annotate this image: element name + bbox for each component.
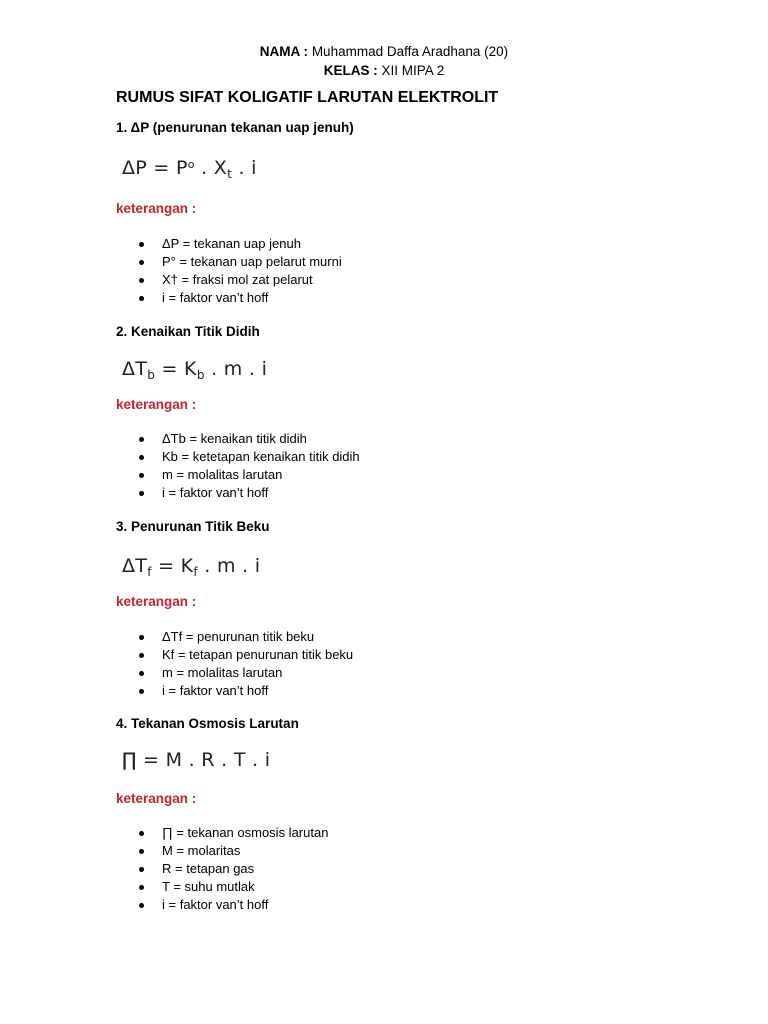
- section-2-heading: 2. Kenaikan Titik Didih: [116, 324, 260, 339]
- section-3-list: [116, 628, 353, 700]
- section-1-list: [116, 235, 342, 307]
- class-line: [0, 63, 768, 78]
- section-3-formula: [122, 555, 260, 579]
- section-3-keterangan: keterangan :: [116, 594, 197, 609]
- formula-lhs: ∏: [122, 749, 137, 771]
- formula-sub: t: [227, 167, 233, 181]
- formula-sub: f: [147, 565, 152, 579]
- section-1-formula: [122, 157, 257, 181]
- list-item: i = faktor van’t hoff: [116, 289, 342, 307]
- formula-op: .: [194, 157, 214, 179]
- list-item: i = faktor van’t hoff: [116, 484, 360, 502]
- section-2-list: [116, 430, 360, 502]
- list-item: ∏ = tekanan osmosis larutan: [116, 824, 328, 842]
- list-item: i = faktor van’t hoff: [116, 682, 353, 700]
- formula-term-k: K: [180, 555, 194, 577]
- name-value: Muhammad Daffa Aradhana (20): [311, 44, 509, 59]
- formula-eq: =: [136, 749, 166, 771]
- formula-eq: =: [151, 555, 181, 577]
- formula-sub: b: [147, 368, 156, 382]
- formula-rest: M . R . T . i: [165, 749, 271, 771]
- list-item: m = molalitas larutan: [116, 466, 360, 484]
- formula-term-x: X: [213, 157, 228, 179]
- name-label: NAMA :: [259, 44, 309, 59]
- formula-op: .: [232, 157, 252, 179]
- list-item: P° = tekanan uap pelarut murni: [116, 253, 342, 271]
- list-item: M = molaritas: [116, 842, 328, 860]
- section-4-list: [116, 824, 328, 914]
- formula-rest: . m . i: [204, 358, 268, 380]
- list-item: Kf = tetapan penurunan titik beku: [116, 646, 353, 664]
- list-item: T = suhu mutlak: [116, 878, 328, 896]
- list-item: R = tetapan gas: [116, 860, 328, 878]
- list-item: ΔTb = kenaikan titik didih: [116, 430, 360, 448]
- formula-lhs: ΔP: [122, 157, 148, 179]
- list-item: ΔP = tekanan uap jenuh: [116, 235, 342, 253]
- list-item: ΔTf = penurunan titik beku: [116, 628, 353, 646]
- formula-sub: b: [196, 368, 205, 382]
- list-item: Kb = ketetapan kenaikan titik didih: [116, 448, 360, 466]
- name-line: [0, 44, 768, 59]
- list-item: m = molalitas larutan: [116, 664, 353, 682]
- formula-eq: =: [155, 358, 185, 380]
- formula-sup: o: [187, 158, 195, 171]
- section-2-keterangan: keterangan :: [116, 397, 197, 412]
- class-label: KELAS :: [323, 63, 378, 78]
- list-item: i = faktor van’t hoff: [116, 896, 328, 914]
- formula-term-p: P: [175, 157, 188, 179]
- section-1-keterangan: keterangan :: [116, 201, 197, 216]
- formula-term-i: i: [251, 157, 257, 179]
- section-3-heading: 3. Penurunan Titik Beku: [116, 519, 270, 534]
- formula-eq: =: [147, 157, 176, 179]
- formula-term-k: K: [184, 358, 197, 380]
- section-4-heading: 4. Tekanan Osmosis Larutan: [116, 716, 299, 731]
- formula-lhs: ΔT: [122, 358, 148, 380]
- page-title: RUMUS SIFAT KOLIGATIF LARUTAN ELEKTROLIT: [116, 89, 499, 106]
- formula-sub: f: [193, 565, 198, 579]
- section-2-formula: [122, 358, 267, 382]
- section-4-formula: [122, 749, 270, 771]
- formula-rest: . m . i: [197, 555, 261, 577]
- formula-lhs: ΔT: [122, 555, 148, 577]
- section-4-keterangan: keterangan :: [116, 791, 197, 806]
- list-item: X† = fraksi mol zat pelarut: [116, 271, 342, 289]
- section-1-heading: 1. ΔP (penurunan tekanan uap jenuh): [116, 120, 354, 135]
- class-value: XII MIPA 2: [381, 63, 445, 78]
